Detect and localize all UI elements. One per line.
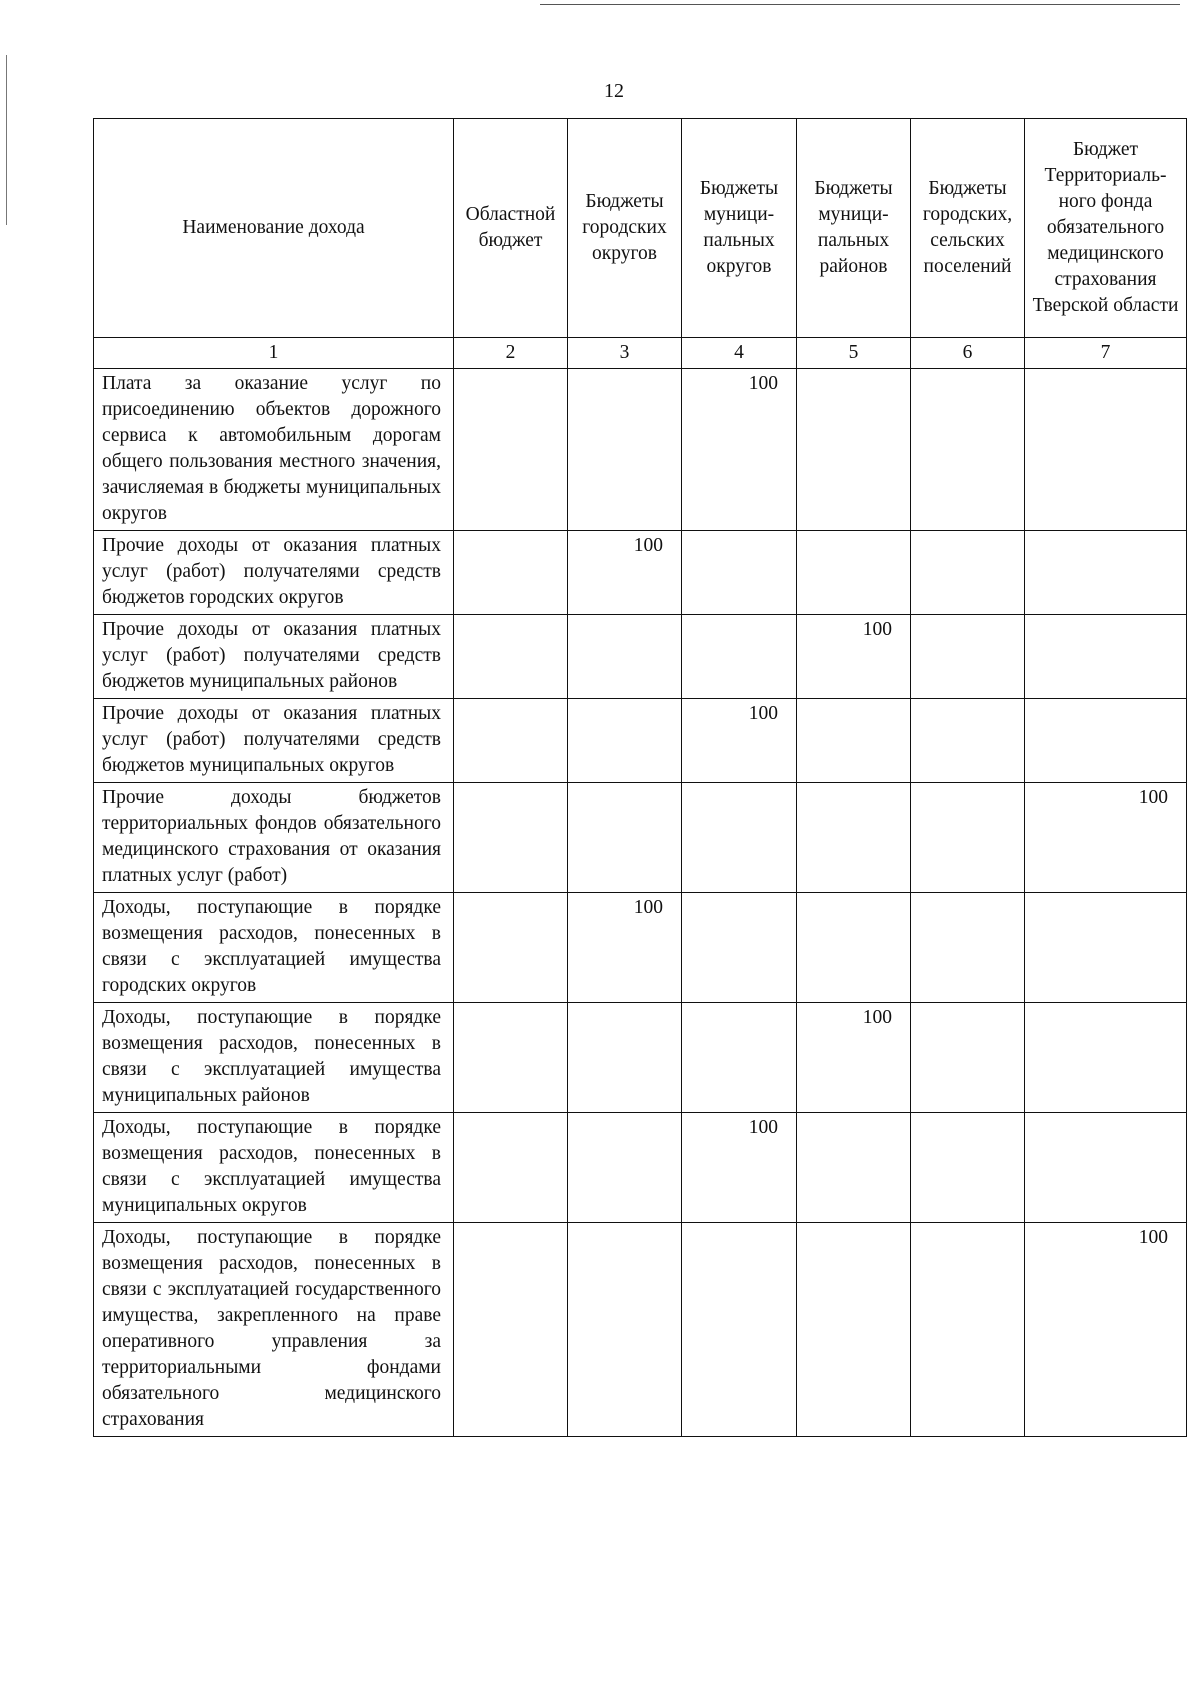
value-cell bbox=[454, 699, 568, 783]
value-cell bbox=[682, 783, 797, 893]
value-cell: 100 bbox=[1025, 1223, 1187, 1437]
value-cell bbox=[682, 531, 797, 615]
header-row bbox=[94, 119, 1187, 338]
value-cell bbox=[797, 1113, 911, 1223]
value-cell bbox=[1025, 615, 1187, 699]
header-regional-budget: Областной бюджет bbox=[454, 119, 568, 338]
income-name-cell: Доходы, поступающие в порядке возмещения расходов, понесенных в связи с эксплуатацией государственного имущества, закрепленного на праве оперативного управления за территориальными фондами обязательного медицинского страхования bbox=[94, 1223, 454, 1437]
table-row bbox=[94, 1003, 1187, 1113]
value-cell bbox=[454, 369, 568, 531]
value-cell bbox=[454, 783, 568, 893]
value-cell bbox=[454, 1113, 568, 1223]
header-settlement-budgets: Бюджеты городских, сельских поселений bbox=[911, 119, 1025, 338]
table-row bbox=[94, 615, 1187, 699]
table-row bbox=[94, 369, 1187, 531]
table-row bbox=[94, 699, 1187, 783]
column-number: 5 bbox=[797, 338, 911, 369]
top-rule bbox=[540, 4, 1180, 5]
income-distribution-table bbox=[93, 118, 1187, 1437]
income-name-cell: Доходы, поступающие в порядке возмещения расходов, понесенных в связи с эксплуатацией имущества муниципальных районов bbox=[94, 1003, 454, 1113]
income-name-cell: Прочие доходы от оказания платных услуг (работ) получателями средств бюджетов городских округов bbox=[94, 531, 454, 615]
column-number: 7 bbox=[1025, 338, 1187, 369]
value-cell bbox=[1025, 1113, 1187, 1223]
value-cell bbox=[568, 1113, 682, 1223]
value-cell bbox=[911, 1003, 1025, 1113]
income-name-cell: Плата за оказание услуг по присоединению объектов дорожного сервиса к автомобильным дорогам общего пользования местного значения, зачисляемая в бюджеты муниципальных округов bbox=[94, 369, 454, 531]
value-cell bbox=[1025, 531, 1187, 615]
value-cell bbox=[682, 615, 797, 699]
value-cell bbox=[682, 1003, 797, 1113]
header-income-name: Наименование дохода bbox=[94, 119, 454, 338]
value-cell bbox=[568, 1003, 682, 1113]
page-number: 12 bbox=[604, 80, 624, 102]
value-cell bbox=[797, 1223, 911, 1437]
income-name-cell: Прочие доходы от оказания платных услуг (работ) получателями средств бюджетов муниципальных районов bbox=[94, 615, 454, 699]
value-cell: 100 bbox=[568, 531, 682, 615]
value-cell bbox=[797, 531, 911, 615]
value-cell: 100 bbox=[1025, 783, 1187, 893]
value-cell bbox=[454, 1003, 568, 1113]
table-row bbox=[94, 783, 1187, 893]
value-cell bbox=[568, 783, 682, 893]
value-cell bbox=[454, 1223, 568, 1437]
table-row bbox=[94, 893, 1187, 1003]
table-row bbox=[94, 531, 1187, 615]
column-number: 2 bbox=[454, 338, 568, 369]
value-cell bbox=[911, 615, 1025, 699]
value-cell: 100 bbox=[682, 699, 797, 783]
value-cell bbox=[1025, 369, 1187, 531]
column-number: 3 bbox=[568, 338, 682, 369]
value-cell bbox=[454, 893, 568, 1003]
header-city-district-budgets: Бюджеты городских округов bbox=[568, 119, 682, 338]
income-name-cell: Прочие доходы бюджетов территориальных фондов обязательного медицинского страхования от оказания платных услуг (работ) bbox=[94, 783, 454, 893]
value-cell bbox=[797, 369, 911, 531]
income-name-cell: Доходы, поступающие в порядке возмещения расходов, понесенных в связи с эксплуатацией имущества муниципальных округов bbox=[94, 1113, 454, 1223]
value-cell bbox=[1025, 699, 1187, 783]
value-cell: 100 bbox=[682, 1113, 797, 1223]
value-cell bbox=[911, 893, 1025, 1003]
value-cell bbox=[568, 699, 682, 783]
value-cell: 100 bbox=[797, 1003, 911, 1113]
value-cell: 100 bbox=[568, 893, 682, 1003]
column-number-row bbox=[94, 338, 1187, 369]
header-municipal-district-budgets: Бюджеты муници-пальных округов bbox=[682, 119, 797, 338]
value-cell bbox=[568, 369, 682, 531]
value-cell bbox=[911, 1223, 1025, 1437]
value-cell bbox=[1025, 1003, 1187, 1113]
value-cell bbox=[454, 615, 568, 699]
column-number: 4 bbox=[682, 338, 797, 369]
income-name-cell: Доходы, поступающие в порядке возмещения расходов, понесенных в связи с эксплуатацией имущества городских округов bbox=[94, 893, 454, 1003]
value-cell bbox=[911, 783, 1025, 893]
value-cell bbox=[911, 531, 1025, 615]
income-name-cell: Прочие доходы от оказания платных услуг (работ) получателями средств бюджетов муниципальных округов bbox=[94, 699, 454, 783]
value-cell bbox=[1025, 893, 1187, 1003]
value-cell bbox=[682, 1223, 797, 1437]
value-cell bbox=[568, 1223, 682, 1437]
value-cell bbox=[797, 783, 911, 893]
column-number: 6 bbox=[911, 338, 1025, 369]
value-cell bbox=[911, 369, 1025, 531]
header-municipal-area-budgets: Бюджеты муници-пальных районов bbox=[797, 119, 911, 338]
value-cell: 100 bbox=[797, 615, 911, 699]
value-cell bbox=[911, 699, 1025, 783]
value-cell bbox=[911, 1113, 1025, 1223]
table-row bbox=[94, 1113, 1187, 1223]
value-cell bbox=[797, 699, 911, 783]
value-cell bbox=[454, 531, 568, 615]
header-medical-insurance-fund-budget: Бюджет Территориаль-ного фонда обязательного медицинского страхования Тверской области bbox=[1025, 119, 1187, 338]
value-cell bbox=[797, 893, 911, 1003]
value-cell bbox=[568, 615, 682, 699]
column-number: 1 bbox=[94, 338, 454, 369]
table-row bbox=[94, 1223, 1187, 1437]
value-cell bbox=[682, 893, 797, 1003]
value-cell: 100 bbox=[682, 369, 797, 531]
